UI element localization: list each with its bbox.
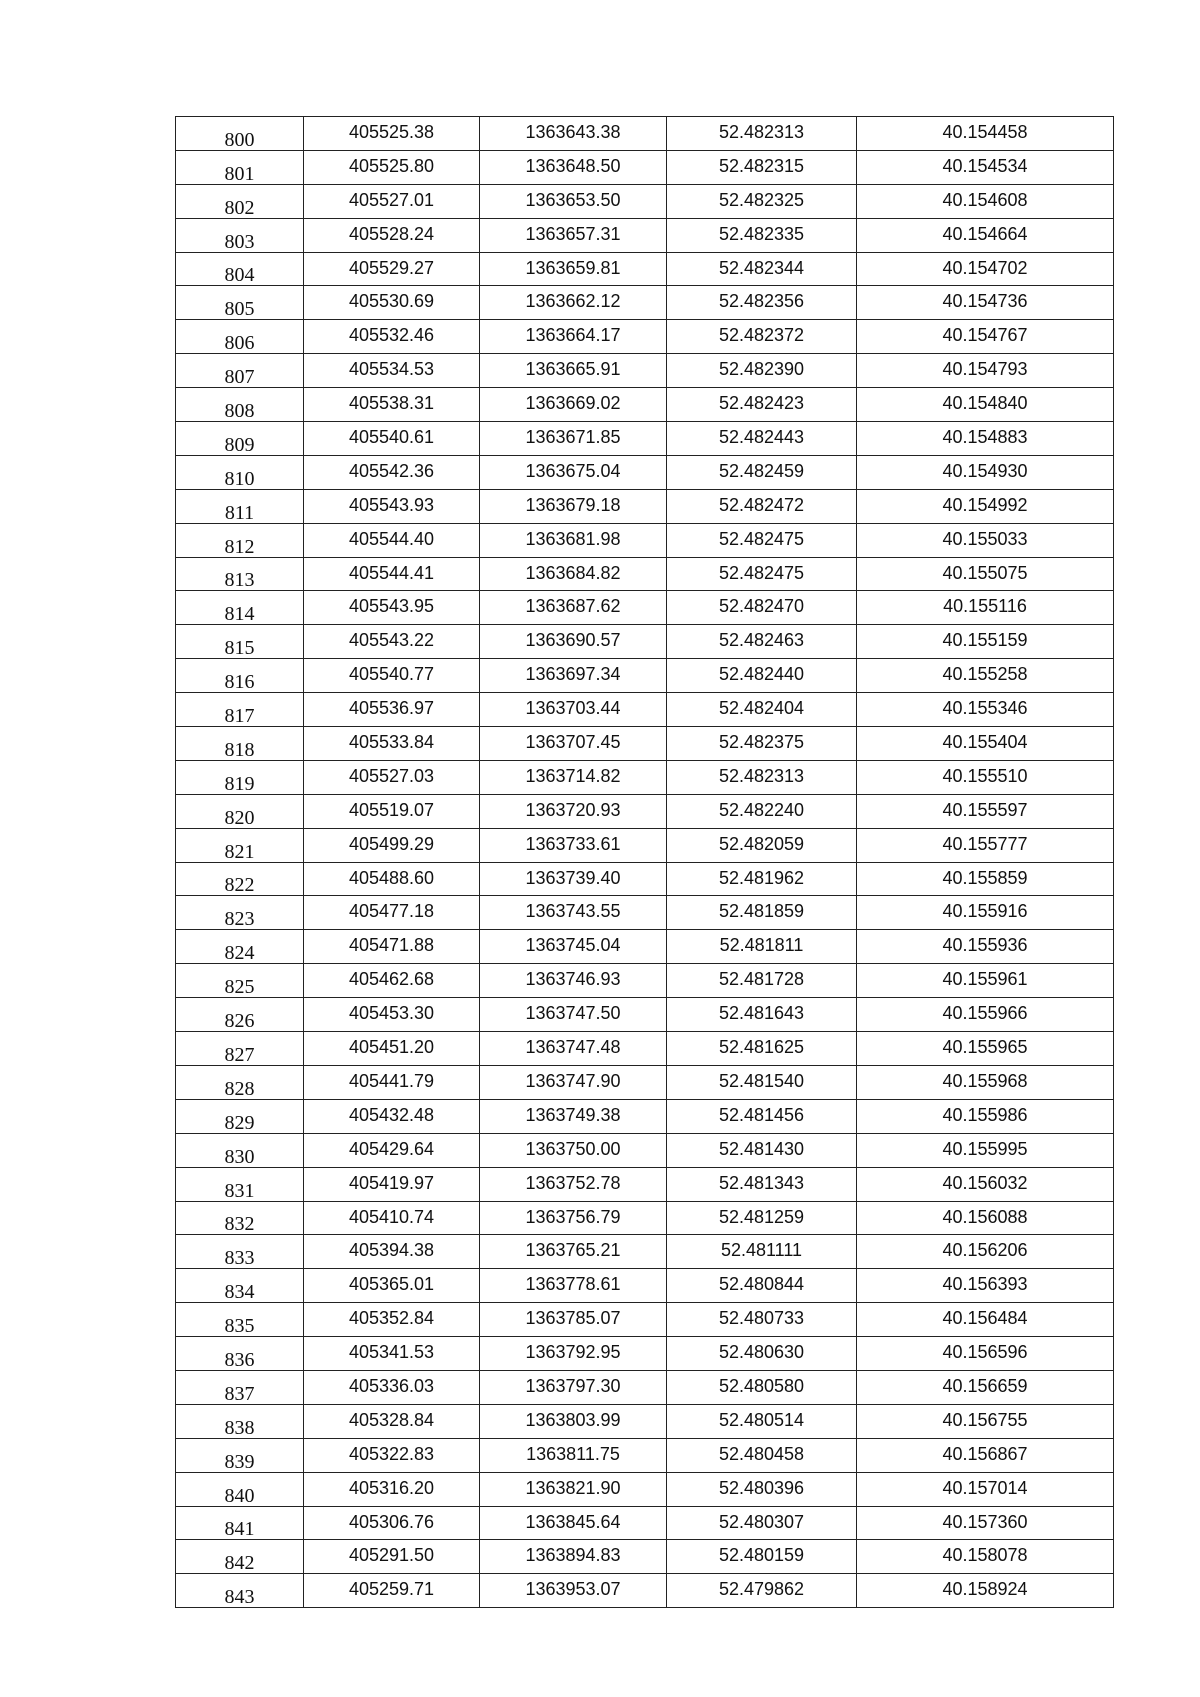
x-coordinate-cell: 405527.01	[304, 184, 480, 218]
y-coordinate-cell: 1363743.55	[480, 896, 667, 930]
x-coordinate-cell: 405528.24	[304, 218, 480, 252]
point-number-cell: 834	[176, 1269, 304, 1303]
table-row	[176, 659, 1114, 693]
table-row	[176, 320, 1114, 354]
longitude-cell: 40.155346	[857, 693, 1114, 727]
y-coordinate-cell: 1363707.45	[480, 727, 667, 761]
y-coordinate-cell: 1363662.12	[480, 286, 667, 320]
point-number-cell: 835	[176, 1303, 304, 1337]
point-number-cell: 839	[176, 1438, 304, 1472]
latitude-cell: 52.482325	[667, 184, 857, 218]
table-row	[176, 1065, 1114, 1099]
latitude-cell: 52.481259	[667, 1201, 857, 1235]
y-coordinate-cell: 1363653.50	[480, 184, 667, 218]
x-coordinate-cell: 405352.84	[304, 1303, 480, 1337]
latitude-cell: 52.482313	[667, 117, 857, 151]
table-row	[176, 591, 1114, 625]
latitude-cell: 52.480307	[667, 1506, 857, 1540]
table-row	[176, 1303, 1114, 1337]
table-row	[176, 1370, 1114, 1404]
longitude-cell: 40.155916	[857, 896, 1114, 930]
longitude-cell: 40.154992	[857, 489, 1114, 523]
latitude-cell: 52.480514	[667, 1404, 857, 1438]
table-row	[176, 184, 1114, 218]
latitude-cell: 52.480458	[667, 1438, 857, 1472]
point-number-cell: 840	[176, 1472, 304, 1506]
point-number-cell: 812	[176, 523, 304, 557]
point-number-cell: 843	[176, 1574, 304, 1608]
y-coordinate-cell: 1363745.04	[480, 930, 667, 964]
y-coordinate-cell: 1363778.61	[480, 1269, 667, 1303]
longitude-cell: 40.156206	[857, 1235, 1114, 1269]
table-row	[176, 862, 1114, 896]
x-coordinate-cell: 405410.74	[304, 1201, 480, 1235]
x-coordinate-cell: 405328.84	[304, 1404, 480, 1438]
longitude-cell: 40.156867	[857, 1438, 1114, 1472]
y-coordinate-cell: 1363684.82	[480, 557, 667, 591]
x-coordinate-cell: 405488.60	[304, 862, 480, 896]
longitude-cell: 40.155986	[857, 1099, 1114, 1133]
x-coordinate-cell: 405419.97	[304, 1167, 480, 1201]
table-row	[176, 930, 1114, 964]
table-row	[176, 557, 1114, 591]
table-row	[176, 1472, 1114, 1506]
y-coordinate-cell: 1363714.82	[480, 760, 667, 794]
x-coordinate-cell: 405540.77	[304, 659, 480, 693]
point-number-cell: 805	[176, 286, 304, 320]
latitude-cell: 52.482344	[667, 252, 857, 286]
point-number-cell: 833	[176, 1235, 304, 1269]
y-coordinate-cell: 1363747.90	[480, 1065, 667, 1099]
x-coordinate-cell: 405529.27	[304, 252, 480, 286]
y-coordinate-cell: 1363671.85	[480, 422, 667, 456]
longitude-cell: 40.155968	[857, 1065, 1114, 1099]
table-row	[176, 252, 1114, 286]
y-coordinate-cell: 1363720.93	[480, 794, 667, 828]
point-number-cell: 841	[176, 1506, 304, 1540]
x-coordinate-cell: 405451.20	[304, 1032, 480, 1066]
longitude-cell: 40.155597	[857, 794, 1114, 828]
latitude-cell: 52.482356	[667, 286, 857, 320]
longitude-cell: 40.156755	[857, 1404, 1114, 1438]
longitude-cell: 40.155159	[857, 625, 1114, 659]
point-number-cell: 825	[176, 964, 304, 998]
longitude-cell: 40.155258	[857, 659, 1114, 693]
point-number-cell: 811	[176, 489, 304, 523]
y-coordinate-cell: 1363785.07	[480, 1303, 667, 1337]
latitude-cell: 52.482475	[667, 523, 857, 557]
longitude-cell: 40.154840	[857, 388, 1114, 422]
x-coordinate-cell: 405432.48	[304, 1099, 480, 1133]
y-coordinate-cell: 1363681.98	[480, 523, 667, 557]
point-number-cell: 807	[176, 354, 304, 388]
table-row	[176, 828, 1114, 862]
longitude-cell: 40.156032	[857, 1167, 1114, 1201]
y-coordinate-cell: 1363752.78	[480, 1167, 667, 1201]
table-row	[176, 489, 1114, 523]
table-row	[176, 1540, 1114, 1574]
y-coordinate-cell: 1363690.57	[480, 625, 667, 659]
table-row	[176, 1337, 1114, 1371]
latitude-cell: 52.482059	[667, 828, 857, 862]
x-coordinate-cell: 405527.03	[304, 760, 480, 794]
x-coordinate-cell: 405536.97	[304, 693, 480, 727]
x-coordinate-cell: 405543.93	[304, 489, 480, 523]
latitude-cell: 52.482475	[667, 557, 857, 591]
table-row	[176, 1201, 1114, 1235]
x-coordinate-cell: 405533.84	[304, 727, 480, 761]
x-coordinate-cell: 405543.22	[304, 625, 480, 659]
table-row	[176, 1032, 1114, 1066]
longitude-cell: 40.157014	[857, 1472, 1114, 1506]
x-coordinate-cell: 405462.68	[304, 964, 480, 998]
longitude-cell: 40.155995	[857, 1133, 1114, 1167]
point-number-cell: 810	[176, 455, 304, 489]
y-coordinate-cell: 1363747.50	[480, 998, 667, 1032]
latitude-cell: 52.480159	[667, 1540, 857, 1574]
point-number-cell: 820	[176, 794, 304, 828]
x-coordinate-cell: 405525.38	[304, 117, 480, 151]
point-number-cell: 824	[176, 930, 304, 964]
table-row	[176, 150, 1114, 184]
longitude-cell: 40.156659	[857, 1370, 1114, 1404]
table-row	[176, 523, 1114, 557]
latitude-cell: 52.481343	[667, 1167, 857, 1201]
longitude-cell: 40.155404	[857, 727, 1114, 761]
longitude-cell: 40.154458	[857, 117, 1114, 151]
latitude-cell: 52.481540	[667, 1065, 857, 1099]
y-coordinate-cell: 1363953.07	[480, 1574, 667, 1608]
x-coordinate-cell: 405259.71	[304, 1574, 480, 1608]
table-row	[176, 964, 1114, 998]
latitude-cell: 52.481728	[667, 964, 857, 998]
table-row	[176, 998, 1114, 1032]
longitude-cell: 40.154736	[857, 286, 1114, 320]
latitude-cell: 52.480396	[667, 1472, 857, 1506]
longitude-cell: 40.155033	[857, 523, 1114, 557]
longitude-cell: 40.155116	[857, 591, 1114, 625]
y-coordinate-cell: 1363679.18	[480, 489, 667, 523]
y-coordinate-cell: 1363657.31	[480, 218, 667, 252]
point-number-cell: 806	[176, 320, 304, 354]
y-coordinate-cell: 1363894.83	[480, 1540, 667, 1574]
y-coordinate-cell: 1363750.00	[480, 1133, 667, 1167]
table-row	[176, 388, 1114, 422]
longitude-cell: 40.154883	[857, 422, 1114, 456]
point-number-cell: 819	[176, 760, 304, 794]
latitude-cell: 52.482470	[667, 591, 857, 625]
x-coordinate-cell: 405530.69	[304, 286, 480, 320]
x-coordinate-cell: 405306.76	[304, 1506, 480, 1540]
x-coordinate-cell: 405534.53	[304, 354, 480, 388]
x-coordinate-cell: 405453.30	[304, 998, 480, 1032]
longitude-cell: 40.158924	[857, 1574, 1114, 1608]
longitude-cell: 40.156088	[857, 1201, 1114, 1235]
longitude-cell: 40.155936	[857, 930, 1114, 964]
longitude-cell: 40.155075	[857, 557, 1114, 591]
x-coordinate-cell: 405544.41	[304, 557, 480, 591]
point-number-cell: 814	[176, 591, 304, 625]
table-row	[176, 794, 1114, 828]
point-number-cell: 830	[176, 1133, 304, 1167]
y-coordinate-cell: 1363697.34	[480, 659, 667, 693]
x-coordinate-cell: 405316.20	[304, 1472, 480, 1506]
point-number-cell: 822	[176, 862, 304, 896]
longitude-cell: 40.154793	[857, 354, 1114, 388]
x-coordinate-cell: 405544.40	[304, 523, 480, 557]
latitude-cell: 52.481430	[667, 1133, 857, 1167]
longitude-cell: 40.155965	[857, 1032, 1114, 1066]
point-number-cell: 837	[176, 1370, 304, 1404]
y-coordinate-cell: 1363765.21	[480, 1235, 667, 1269]
table-row	[176, 1133, 1114, 1167]
y-coordinate-cell: 1363811.75	[480, 1438, 667, 1472]
x-coordinate-cell: 405394.38	[304, 1235, 480, 1269]
longitude-cell: 40.154767	[857, 320, 1114, 354]
latitude-cell: 52.482375	[667, 727, 857, 761]
table-row	[176, 218, 1114, 252]
latitude-cell: 52.482472	[667, 489, 857, 523]
table-row	[176, 1235, 1114, 1269]
longitude-cell: 40.154608	[857, 184, 1114, 218]
x-coordinate-cell: 405365.01	[304, 1269, 480, 1303]
latitude-cell: 52.481962	[667, 862, 857, 896]
y-coordinate-cell: 1363756.79	[480, 1201, 667, 1235]
y-coordinate-cell: 1363659.81	[480, 252, 667, 286]
point-number-cell: 815	[176, 625, 304, 659]
longitude-cell: 40.158078	[857, 1540, 1114, 1574]
point-number-cell: 842	[176, 1540, 304, 1574]
coordinates-table-body	[176, 117, 1114, 1608]
latitude-cell: 52.482440	[667, 659, 857, 693]
x-coordinate-cell: 405322.83	[304, 1438, 480, 1472]
latitude-cell: 52.482335	[667, 218, 857, 252]
coordinates-table	[175, 116, 1114, 1608]
latitude-cell: 52.479862	[667, 1574, 857, 1608]
y-coordinate-cell: 1363643.38	[480, 117, 667, 151]
x-coordinate-cell: 405291.50	[304, 1540, 480, 1574]
longitude-cell: 40.154664	[857, 218, 1114, 252]
point-number-cell: 823	[176, 896, 304, 930]
table-row	[176, 727, 1114, 761]
x-coordinate-cell: 405532.46	[304, 320, 480, 354]
point-number-cell: 809	[176, 422, 304, 456]
table-row	[176, 693, 1114, 727]
latitude-cell: 52.481811	[667, 930, 857, 964]
point-number-cell: 836	[176, 1337, 304, 1371]
longitude-cell: 40.155859	[857, 862, 1114, 896]
table-row	[176, 1167, 1114, 1201]
y-coordinate-cell: 1363749.38	[480, 1099, 667, 1133]
y-coordinate-cell: 1363669.02	[480, 388, 667, 422]
point-number-cell: 804	[176, 252, 304, 286]
longitude-cell: 40.156484	[857, 1303, 1114, 1337]
y-coordinate-cell: 1363803.99	[480, 1404, 667, 1438]
table-row	[176, 1506, 1114, 1540]
latitude-cell: 52.480733	[667, 1303, 857, 1337]
latitude-cell: 52.482443	[667, 422, 857, 456]
x-coordinate-cell: 405525.80	[304, 150, 480, 184]
point-number-cell: 802	[176, 184, 304, 218]
latitude-cell: 52.481643	[667, 998, 857, 1032]
y-coordinate-cell: 1363739.40	[480, 862, 667, 896]
latitude-cell: 52.480580	[667, 1370, 857, 1404]
point-number-cell: 821	[176, 828, 304, 862]
point-number-cell: 831	[176, 1167, 304, 1201]
y-coordinate-cell: 1363675.04	[480, 455, 667, 489]
x-coordinate-cell: 405499.29	[304, 828, 480, 862]
x-coordinate-cell: 405543.95	[304, 591, 480, 625]
x-coordinate-cell: 405538.31	[304, 388, 480, 422]
x-coordinate-cell: 405542.36	[304, 455, 480, 489]
latitude-cell: 52.481111	[667, 1235, 857, 1269]
x-coordinate-cell: 405341.53	[304, 1337, 480, 1371]
longitude-cell: 40.155777	[857, 828, 1114, 862]
table-row	[176, 760, 1114, 794]
latitude-cell: 52.481456	[667, 1099, 857, 1133]
table-row	[176, 625, 1114, 659]
x-coordinate-cell: 405441.79	[304, 1065, 480, 1099]
longitude-cell: 40.154702	[857, 252, 1114, 286]
point-number-cell: 801	[176, 150, 304, 184]
latitude-cell: 52.480630	[667, 1337, 857, 1371]
table-row	[176, 354, 1114, 388]
point-number-cell: 826	[176, 998, 304, 1032]
table-row	[176, 1269, 1114, 1303]
point-number-cell: 816	[176, 659, 304, 693]
latitude-cell: 52.482372	[667, 320, 857, 354]
longitude-cell: 40.156393	[857, 1269, 1114, 1303]
latitude-cell: 52.480844	[667, 1269, 857, 1303]
latitude-cell: 52.482404	[667, 693, 857, 727]
longitude-cell: 40.157360	[857, 1506, 1114, 1540]
y-coordinate-cell: 1363648.50	[480, 150, 667, 184]
y-coordinate-cell: 1363746.93	[480, 964, 667, 998]
latitude-cell: 52.482315	[667, 150, 857, 184]
latitude-cell: 52.482240	[667, 794, 857, 828]
table-row	[176, 896, 1114, 930]
table-row	[176, 1574, 1114, 1608]
y-coordinate-cell: 1363664.17	[480, 320, 667, 354]
y-coordinate-cell: 1363687.62	[480, 591, 667, 625]
point-number-cell: 838	[176, 1404, 304, 1438]
latitude-cell: 52.482423	[667, 388, 857, 422]
y-coordinate-cell: 1363747.48	[480, 1032, 667, 1066]
point-number-cell: 827	[176, 1032, 304, 1066]
table-row	[176, 1438, 1114, 1472]
longitude-cell: 40.154534	[857, 150, 1114, 184]
x-coordinate-cell: 405336.03	[304, 1370, 480, 1404]
y-coordinate-cell: 1363733.61	[480, 828, 667, 862]
point-number-cell: 808	[176, 388, 304, 422]
latitude-cell: 52.482463	[667, 625, 857, 659]
longitude-cell: 40.155961	[857, 964, 1114, 998]
x-coordinate-cell: 405519.07	[304, 794, 480, 828]
y-coordinate-cell: 1363845.64	[480, 1506, 667, 1540]
table-row	[176, 286, 1114, 320]
table-row	[176, 422, 1114, 456]
table-row	[176, 1404, 1114, 1438]
table-row	[176, 117, 1114, 151]
latitude-cell: 52.482313	[667, 760, 857, 794]
point-number-cell: 829	[176, 1099, 304, 1133]
latitude-cell: 52.482459	[667, 455, 857, 489]
table-row	[176, 455, 1114, 489]
point-number-cell: 803	[176, 218, 304, 252]
point-number-cell: 800	[176, 117, 304, 151]
point-number-cell: 813	[176, 557, 304, 591]
x-coordinate-cell: 405471.88	[304, 930, 480, 964]
longitude-cell: 40.155966	[857, 998, 1114, 1032]
x-coordinate-cell: 405477.18	[304, 896, 480, 930]
point-number-cell: 818	[176, 727, 304, 761]
point-number-cell: 832	[176, 1201, 304, 1235]
y-coordinate-cell: 1363703.44	[480, 693, 667, 727]
latitude-cell: 52.481859	[667, 896, 857, 930]
latitude-cell: 52.482390	[667, 354, 857, 388]
y-coordinate-cell: 1363797.30	[480, 1370, 667, 1404]
longitude-cell: 40.154930	[857, 455, 1114, 489]
longitude-cell: 40.155510	[857, 760, 1114, 794]
y-coordinate-cell: 1363792.95	[480, 1337, 667, 1371]
x-coordinate-cell: 405540.61	[304, 422, 480, 456]
point-number-cell: 817	[176, 693, 304, 727]
longitude-cell: 40.156596	[857, 1337, 1114, 1371]
x-coordinate-cell: 405429.64	[304, 1133, 480, 1167]
table-row	[176, 1099, 1114, 1133]
y-coordinate-cell: 1363821.90	[480, 1472, 667, 1506]
latitude-cell: 52.481625	[667, 1032, 857, 1066]
point-number-cell: 828	[176, 1065, 304, 1099]
y-coordinate-cell: 1363665.91	[480, 354, 667, 388]
